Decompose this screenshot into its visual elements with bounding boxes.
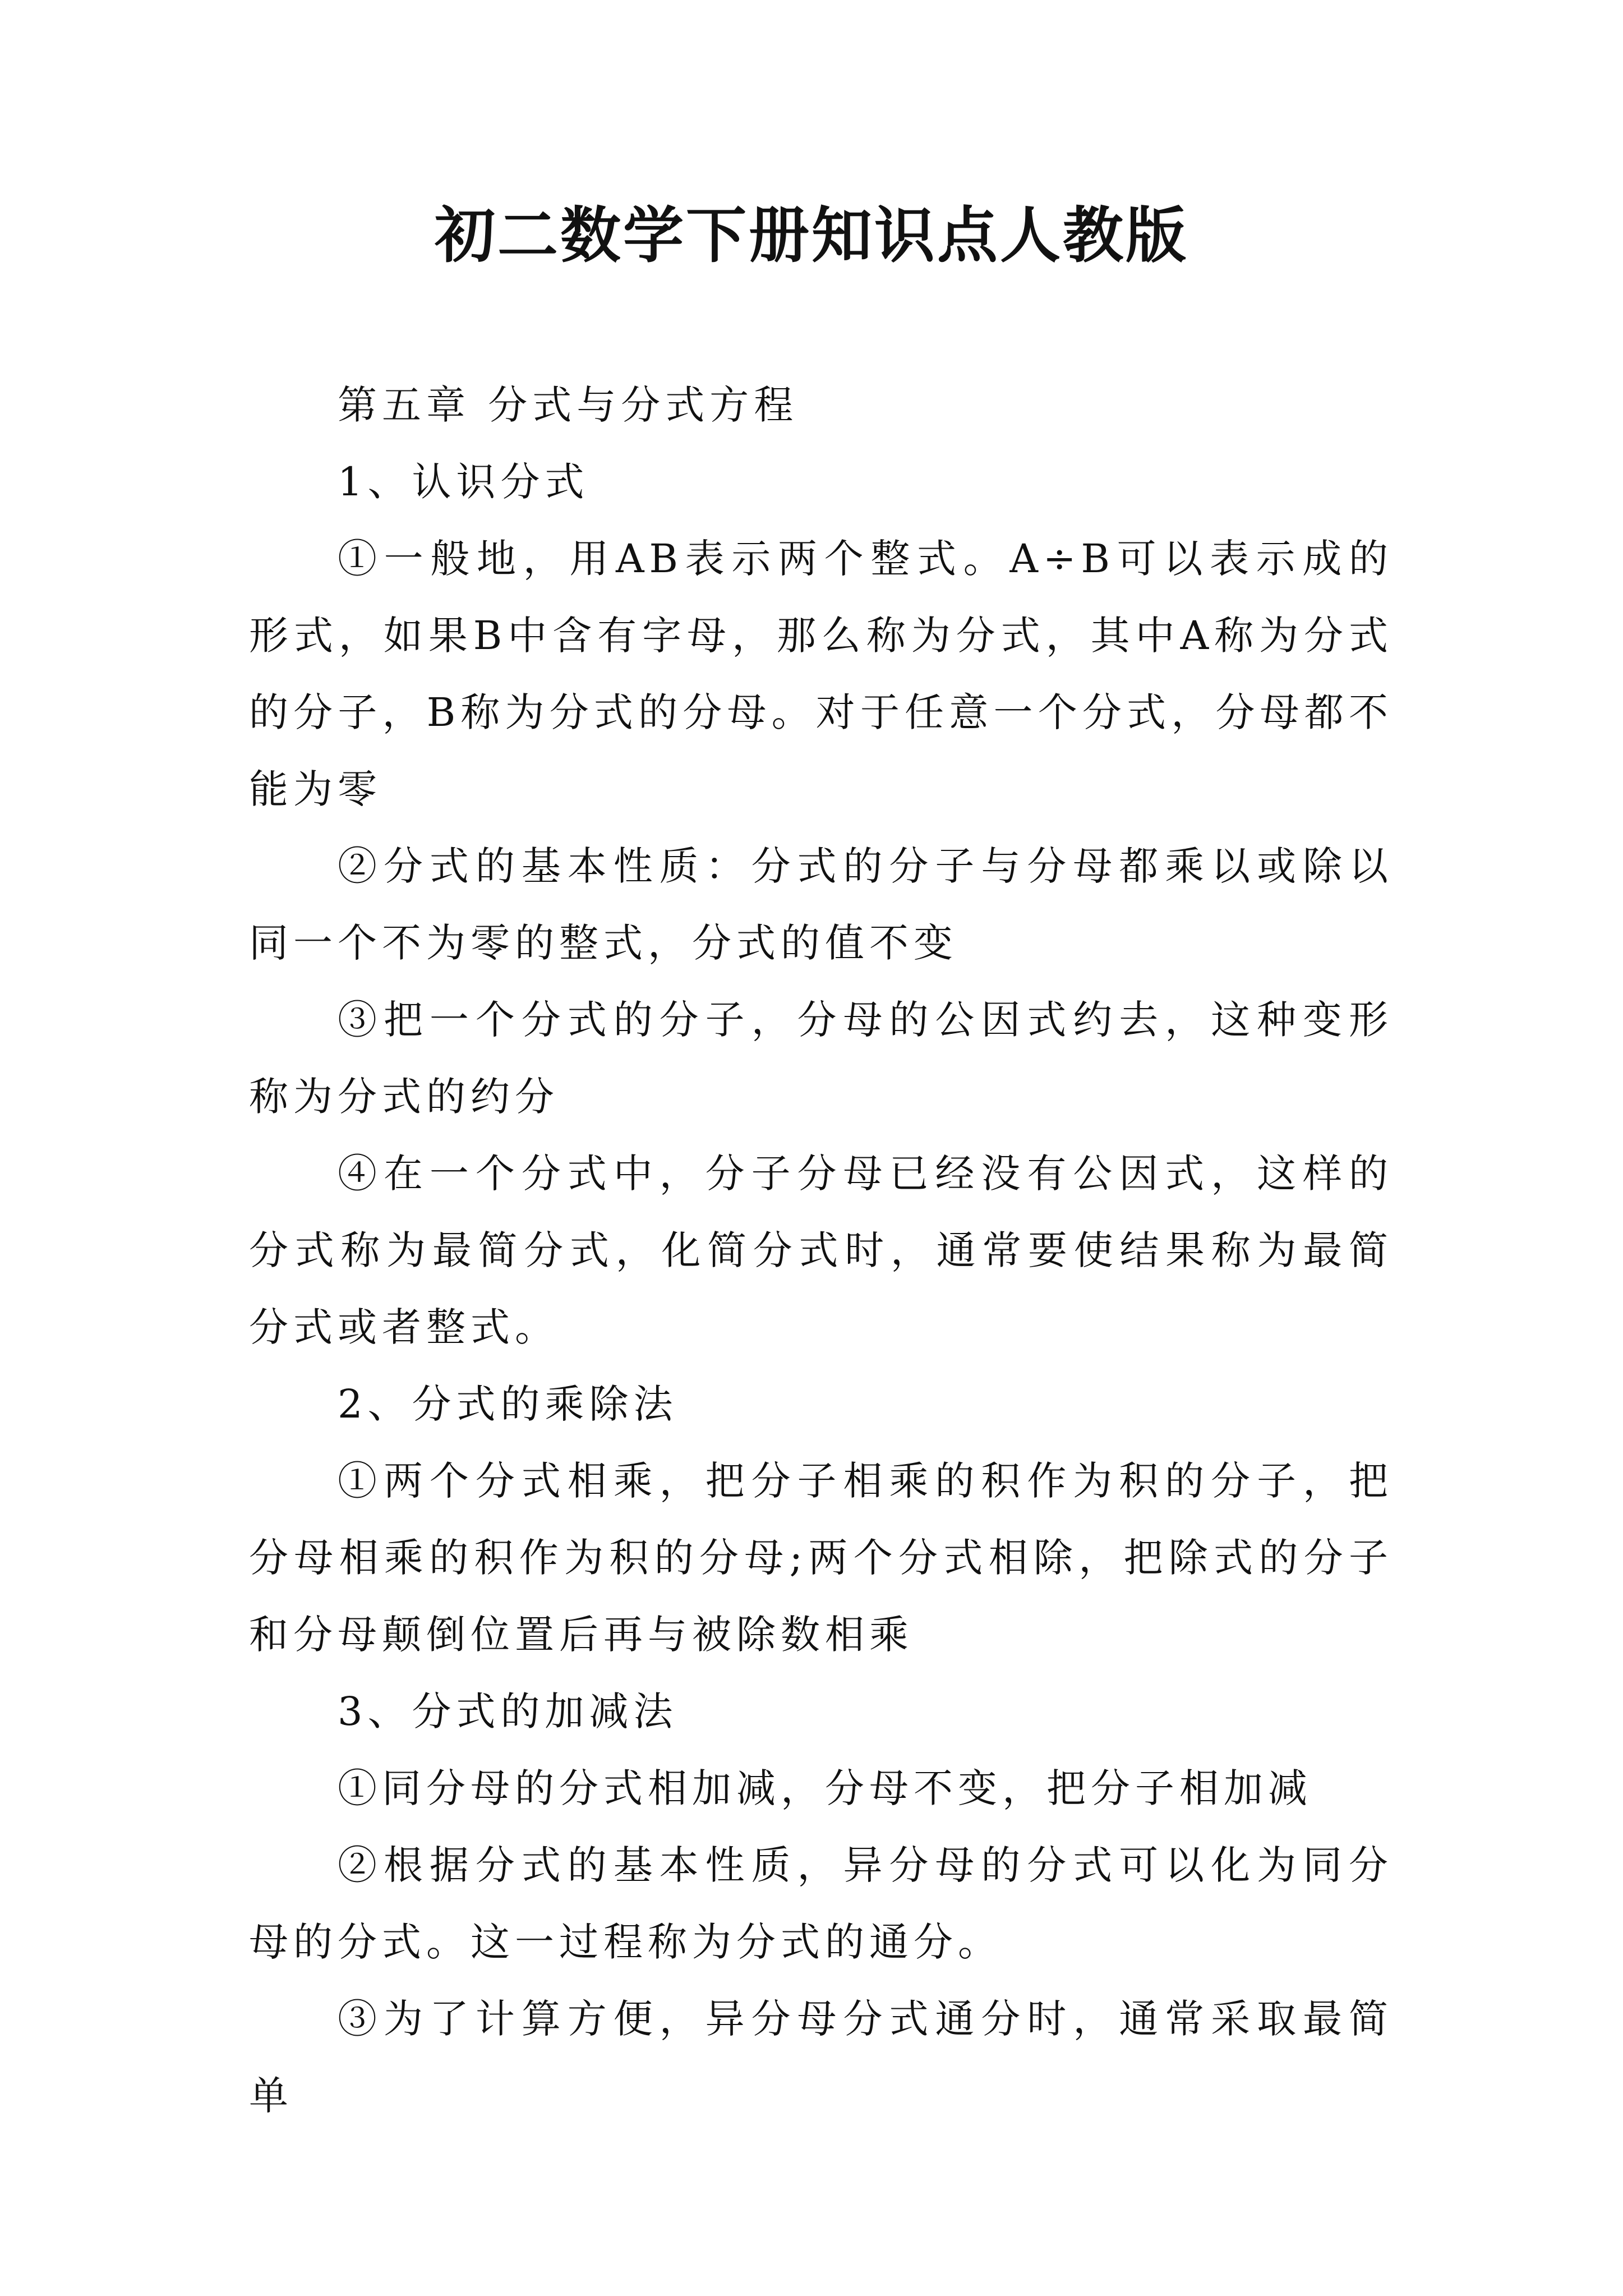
paragraph-multiplication-division: ①两个分式相乘，把分子相乘的积作为积的分子，把分母相乘的积作为积的分母;两个分式相除，把除式的分子和分母颠倒位置后再与被除数相乘: [249, 1458, 1393, 1658]
paragraph-same-denominator: ①同分母的分式相加减，分母不变，把分子相加减: [338, 1765, 1312, 1811]
paragraph-definition: ①一般地，用AB表示两个整式。A÷B可以表示成的形式，如果B中含有字母，那么称为分式，其中A称为分式的分子，B称为分式的分母。对于任意一个分式，分母都不能为零: [249, 536, 1393, 812]
paragraph-simplest-common-denominator: ③为了计算方便，异分母分式通分时，通常采取最简单: [249, 1996, 1393, 2119]
section-heading-3: 3、分式的加减法: [338, 1688, 678, 1734]
document-title: 初二数学下册知识点人教版: [434, 200, 1188, 271]
paragraph-reduction: ③把一个分式的分子，分母的公因式约去，这种变形称为分式的约分: [249, 997, 1393, 1120]
document-body: [249, 367, 1393, 2134]
section-heading-1: 1、认识分式: [338, 459, 589, 505]
paragraph-common-denominator: ②根据分式的基本性质，异分母的分式可以化为同分母的分式。这一过程称为分式的通分。: [249, 1842, 1393, 1965]
paragraph-simplest-fraction: ④在一个分式中，分子分母已经没有公因式，这样的分式称为最简分式，化简分式时，通常要使结果称为最简分式或者整式。: [249, 1151, 1393, 1350]
chapter-heading: 第五章 分式与分式方程: [338, 382, 799, 428]
paragraph-basic-property: ②分式的基本性质：分式的分子与分母都乘以或除以同一个不为零的整式，分式的值不变: [249, 843, 1393, 966]
section-heading-2: 2、分式的乘除法: [338, 1381, 678, 1427]
